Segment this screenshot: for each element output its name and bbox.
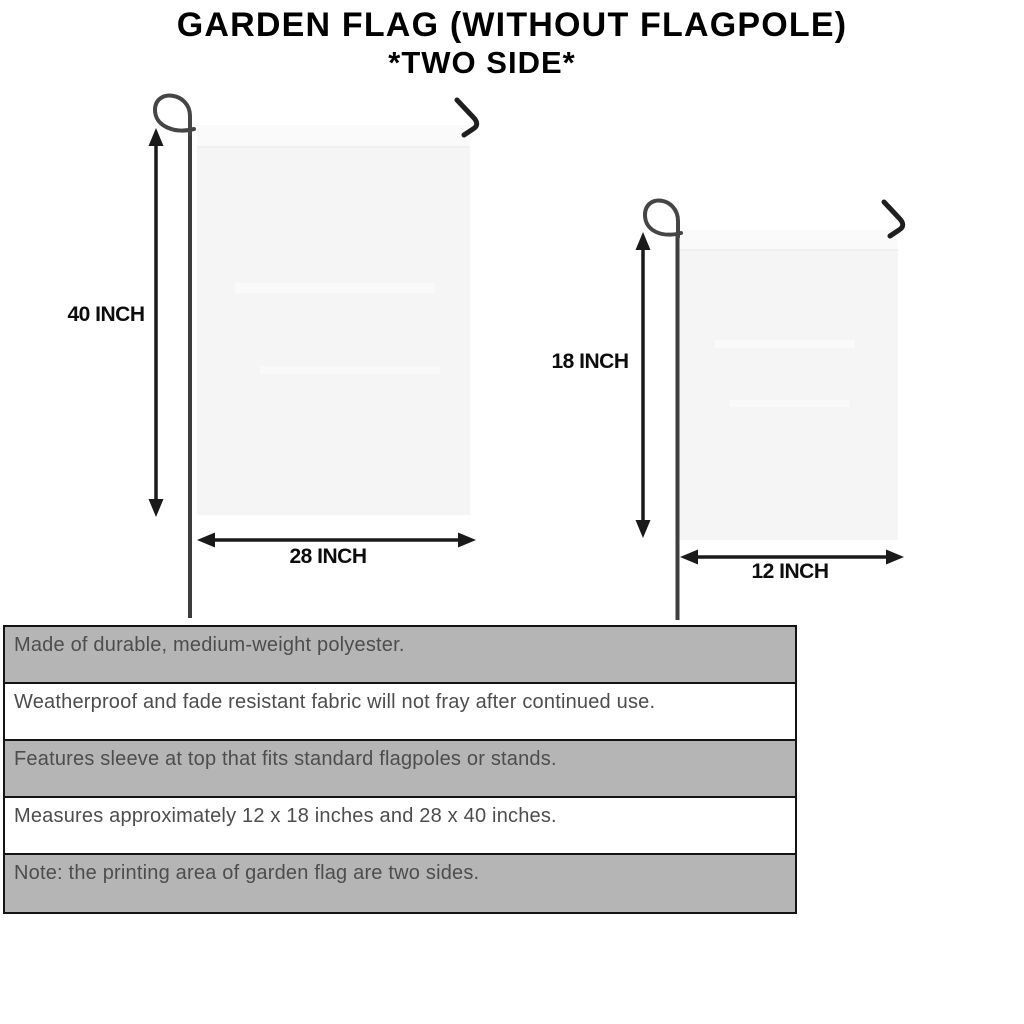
large-flag-height-label: 40 INCH — [67, 303, 145, 326]
small-flag-crease — [730, 400, 850, 407]
small-flag-height-arrow — [636, 232, 651, 538]
small-flag-height-label: 18 INCH — [551, 350, 629, 373]
large-flag-panel — [197, 125, 470, 515]
small-flag-crease — [715, 340, 855, 348]
large-flag-sleeve — [197, 125, 470, 147]
large-flag-width-label: 28 INCH — [289, 545, 367, 568]
small-flag-pole-loop — [645, 201, 681, 237]
large-flag-pole-loop — [155, 96, 194, 134]
large-flag-crease — [235, 283, 435, 293]
small-flag-panel — [679, 230, 898, 540]
large-flag-crease — [260, 366, 440, 374]
small-flag-width-label: 12 INCH — [751, 560, 829, 583]
features-table — [3, 625, 797, 914]
small-flag-sleeve — [679, 230, 898, 250]
feature-row-material: Made of durable, medium-weight polyester. — [5, 627, 795, 684]
feature-row-note: Note: the printing area of garden flag are two sides. — [5, 855, 795, 912]
page-title: GARDEN FLAG (WITHOUT FLAGPOLE) — [176, 6, 848, 44]
large-flag-illustration — [140, 88, 485, 623]
feature-row-measurements: Measures approximately 12 x 18 inches and 28 x 40 inches. — [5, 798, 795, 855]
feature-row-sleeve: Features sleeve at top that fits standard flagpoles or stands. — [5, 741, 795, 798]
feature-row-weatherproof: Weatherproof and fade resistant fabric will not fray after continued use. — [5, 684, 795, 741]
page-subtitle: *TWO SIDE* — [388, 45, 576, 80]
